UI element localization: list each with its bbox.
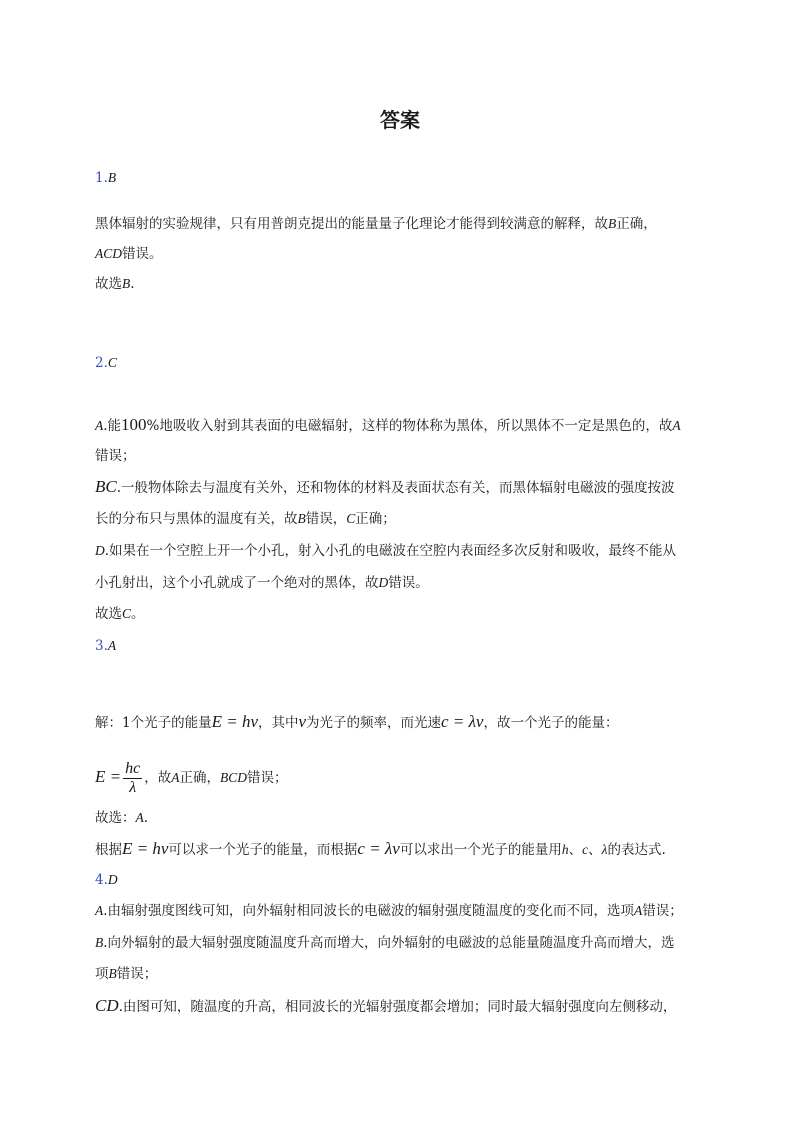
q1-line1: 黑体辐射的实验规律，只有用普朗克提出的能量量子化理论才能得到较满意的解释，故B正确， <box>95 216 657 232</box>
q4-line4: CD.由图可知，随温度的升高，相同波长的光辐射强度都会增加；同时最大辐射强度向左侧移动， <box>95 996 677 1015</box>
q1-number: 1. <box>95 170 108 186</box>
q3-formula-line: E = $\frac{hc}{\lambda}$ ，故A正确，BCD错误； <box>95 760 288 796</box>
q3-header <box>95 636 116 656</box>
q2-line3: BC.一般物体除去与温度有关外，还和物体的材料及表面状态有关，而黑体辐射电磁波的强度按波 <box>95 477 675 496</box>
page-title: 答案 <box>380 108 420 132</box>
q3-number: 3. <box>95 638 108 654</box>
q4-line2: B.向外辐射的最大辐射强度随温度升高而增大，向外辐射的电磁波的总能量随温度升高而增大，选 <box>95 935 675 951</box>
q2-header <box>95 353 117 373</box>
q4-number: 4. <box>95 872 108 888</box>
q2-answer: C <box>107 355 117 370</box>
q2-line7: 故选C。 <box>95 606 145 622</box>
q2-line4: 长的分布只与黑体的温度有关，故B错误，C正确； <box>95 511 396 527</box>
q1-line3: 故选B. <box>95 276 135 292</box>
q2-line5: D.如果在一个空腔上开一个小孔，射入小孔的电磁波在空腔内表面经多次反射和吸收，最终不能从 <box>95 543 677 559</box>
q3-line4: 根据E = hν可以求一个光子的能量，而根据c = λν可以求出一个光子的能量用h、c、λ的表达式. <box>95 839 666 858</box>
q1-answer: B <box>107 170 117 185</box>
q4-line3: 项B错误； <box>95 966 158 982</box>
q4-header <box>95 870 118 890</box>
q2-line1: A.能100%地吸收入射到其表面的电磁辐射，这样的物体称为黑体，所以黑体不一定是黑色的，故A <box>95 415 681 434</box>
q4-answer: D <box>107 872 118 887</box>
q3-line3: 故选：A. <box>95 810 149 826</box>
q2-line6: 小孔射出，这个小孔就成了一个绝对的黑体，故D错误。 <box>95 575 429 591</box>
q3-line1: 解：1个光子的能量E = hν，其中ν为光子的频率，而光速c = λν，故一个光子的能量： <box>95 712 619 731</box>
energy-fraction: $\frac{hc}{\lambda}$ <box>125 760 141 796</box>
q3-answer: A <box>107 638 117 653</box>
q4-line1: A.由辐射强度图线可知，向外辐射相同波长的电磁波的辐射强度随温度的变化而不同，选项A错误； <box>95 903 683 919</box>
q1-header <box>95 168 116 188</box>
q1-line2: ACD错误。 <box>95 246 163 262</box>
q2-line2: 错误； <box>95 448 136 464</box>
q2-number: 2. <box>95 355 108 371</box>
